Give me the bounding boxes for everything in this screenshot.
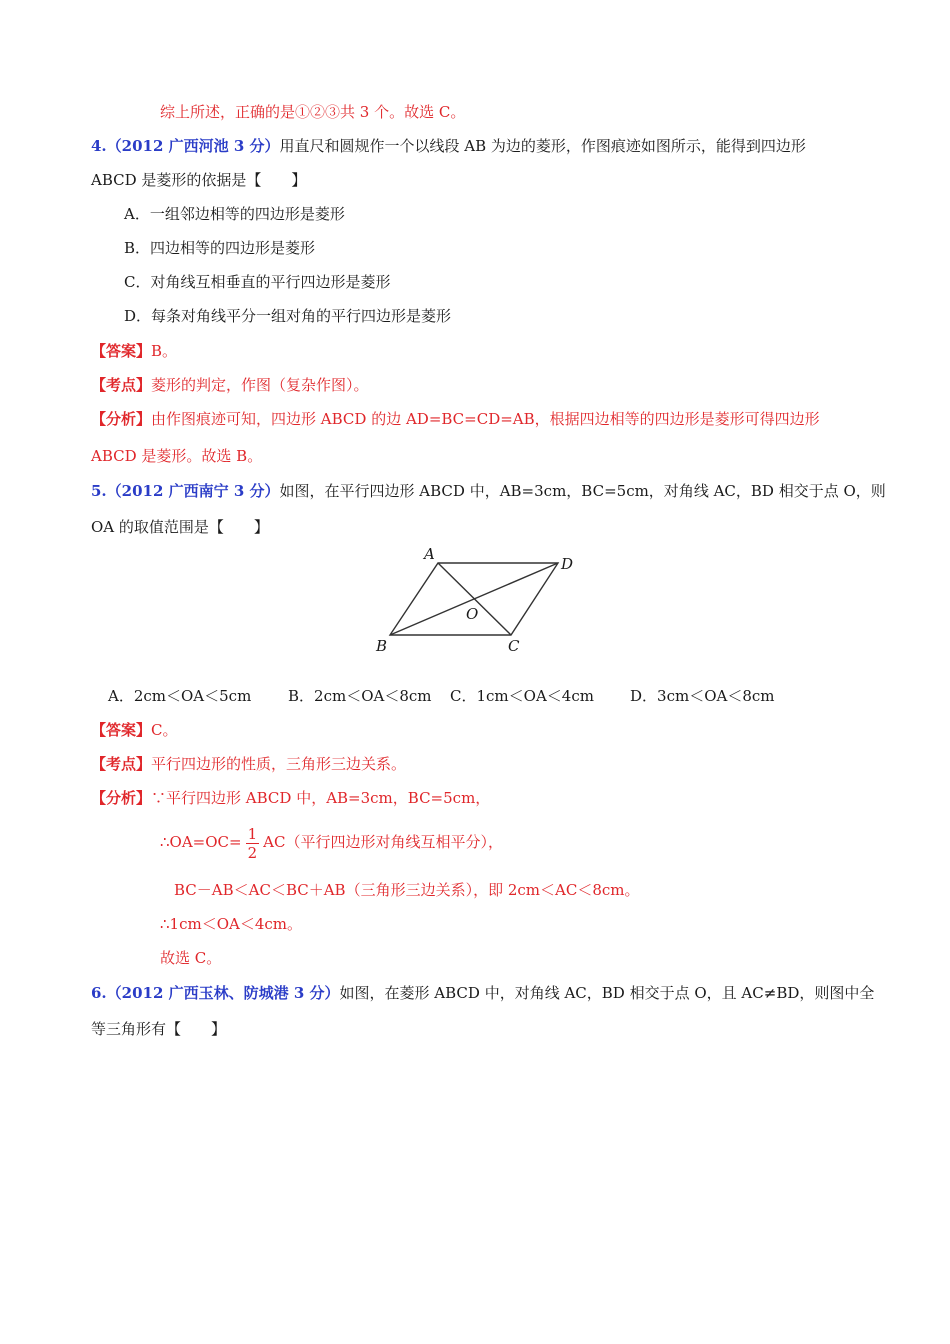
q4-stem1: 用直尺和圆规作一个以线段 AB 为边的菱形，作图痕迹如图所示，能得到四边形 [279, 137, 806, 155]
q4-analysis1: 由作图痕迹可知，四边形 ABCD 的边 AD=BC=CD=AB，根据四边相等的四边形是菱形可得四边形 [151, 410, 820, 428]
q4-number: 4. [91, 137, 107, 155]
q5-point-tag: 【考点】 [91, 755, 152, 773]
prev-summary: 综上所述，正确的是①②③共 3 个。故选 C。 [160, 103, 466, 121]
q4-option-b: B．四边相等的四边形是菱形 [124, 239, 316, 257]
q5-point [91, 754, 406, 774]
q4-answer-tag: 【答案】 [91, 342, 152, 360]
label-d: D [561, 555, 574, 573]
q4-stem-line1 [91, 136, 806, 156]
q5-option-b: B．2cm＜OA＜8cm [288, 687, 432, 705]
q5-analysis1: ∵平行四边形 ABCD 中，AB=3cm，BC=5cm， [151, 789, 491, 807]
q5-analysis-tag: 【分析】 [91, 789, 152, 807]
q5-step2 [160, 822, 503, 862]
q5-step3: BC－AB＜AC＜BC＋AB（三角形三边关系），即 2cm＜AC＜8cm。 [174, 881, 640, 899]
q4-option-a: A．一组邻边相等的四边形是菱形 [124, 205, 345, 223]
q5-stem1: 如图，在平行四边形 ABCD 中，AB=3cm，BC=5cm，对角线 AC，BD 相交于点 O，则 [279, 482, 886, 500]
q4-answer-text: B。 [151, 342, 178, 360]
q5-point-text: 平行四边形的性质，三角形三边关系。 [151, 755, 407, 773]
q4-option-c: C．对角线互相垂直的平行四边形是菱形 [124, 273, 391, 291]
fraction-numerator: 1 [247, 824, 258, 843]
q6-source: （2012 广西玉林、防城港 3 分） [106, 984, 340, 1002]
q5-analysis-line1 [91, 788, 490, 808]
q5-option-c: C．1cm＜OA＜4cm [450, 687, 594, 705]
q4-analysis2: ABCD 是菱形。故选 B。 [91, 447, 263, 465]
label-a: A [424, 545, 435, 563]
q5-answer [91, 720, 178, 740]
q5-option-a: A．2cm＜OA＜5cm [108, 687, 252, 705]
q5-step4: ∴1cm＜OA＜4cm。 [160, 915, 303, 933]
q5-step5: 故选 C。 [160, 949, 222, 967]
q4-point-text: 菱形的判定，作图（复杂作图）。 [151, 376, 369, 394]
fraction-denominator: 2 [247, 843, 258, 862]
q5-answer-text: C。 [151, 721, 178, 739]
q5-step2-suffix: AC（平行四边形对角线互相平分）， [263, 833, 503, 851]
q5-step2-prefix: ∴OA=OC= [160, 833, 242, 851]
q4-analysis-tag: 【分析】 [91, 410, 152, 428]
q5-option-d: D．3cm＜OA＜8cm [630, 687, 775, 705]
q6-stem-line1 [91, 983, 874, 1003]
label-o: O [466, 605, 479, 623]
q4-analysis-line1 [91, 409, 820, 429]
q5-source: （2012 广西南宁 3 分） [106, 482, 280, 500]
diagonal-bd [390, 563, 558, 635]
q4-answer [91, 341, 177, 361]
q4-stem2: ABCD 是菱形的依据是【 】 [91, 171, 307, 189]
q6-stem2: 等三角形有【 】 [91, 1020, 227, 1038]
parallelogram-figure [370, 540, 590, 660]
q6-number: 6. [91, 984, 107, 1002]
fraction-one-half [246, 825, 260, 862]
q5-stem2: OA 的取值范围是【 】 [91, 518, 269, 536]
q6-stem1: 如图，在菱形 ABCD 中，对角线 AC，BD 相交于点 O，且 AC≠BD，则图中全 [339, 984, 875, 1002]
q4-source: （2012 广西河池 3 分） [106, 137, 280, 155]
q4-point-tag: 【考点】 [91, 376, 152, 394]
q4-point [91, 375, 369, 395]
q5-number: 5. [91, 482, 107, 500]
q4-option-d: D．每条对角线平分一组对角的平行四边形是菱形 [124, 307, 452, 325]
label-c: C [508, 637, 520, 655]
q5-answer-tag: 【答案】 [91, 721, 152, 739]
q5-stem-line1 [91, 481, 886, 501]
label-b: B [376, 637, 388, 655]
